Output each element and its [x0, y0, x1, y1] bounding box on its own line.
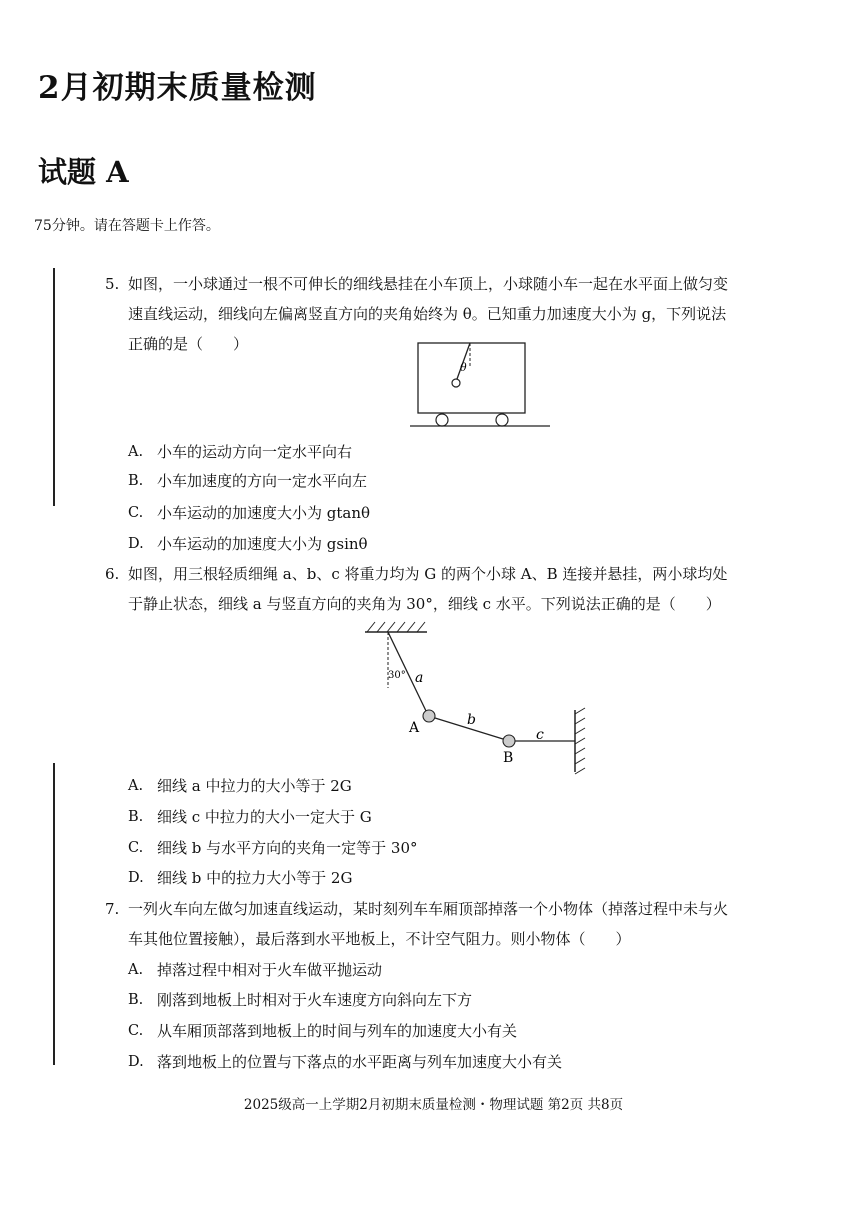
option-letter: C.: [128, 505, 144, 521]
question-stem-line: 如图，一小球通过一根不可伸长的细线悬挂在小车顶上，小球随小车一起在水平面上做匀变: [128, 275, 729, 293]
option-text: 小车运动的加速度大小为 gsinθ: [157, 535, 368, 553]
page-footer: 2025级高一上学期2月初期末质量检测・物理试题 第2页 共8页: [243, 1097, 624, 1113]
option-text: 刚落到地板上时相对于火车速度方向斜向左下方: [157, 991, 473, 1009]
option-text: 细线 a 中拉力的大小等于 2G: [157, 777, 352, 795]
option-letter: D.: [128, 870, 144, 886]
question-stem-line: 正确的是（ ）: [128, 335, 249, 353]
option-letter: B.: [128, 473, 144, 489]
angle-theta-label: θ: [460, 361, 467, 374]
cart-pendulum-figure: [410, 338, 555, 430]
string-b-label: b: [467, 712, 476, 728]
two-ball-string-figure: [355, 620, 590, 778]
question-stem-line: 如图，用三根轻质细绳 a、b、c 将重力均为 G 的两个小球 A、B 连接并悬挂，两小球均处: [128, 565, 728, 583]
question-stem-line: 一列火车向左做匀加速直线运动，某时刻列车车厢顶部掉落一个小物体（掉落过程中未与火: [128, 900, 729, 918]
option-text: 落到地板上的位置与下落点的水平距离与列车加速度大小有关: [157, 1053, 563, 1071]
option-text: 小车运动的加速度大小为 gtanθ: [157, 504, 371, 522]
string-a-label: a: [415, 670, 424, 686]
option-letter: A.: [128, 962, 144, 978]
question-stem-line: 于静止状态，细线 a 与竖直方向的夹角为 30°，细线 c 水平。下列说法正确的是（ ）: [128, 595, 721, 613]
exam-subtitle: 试题 A: [38, 155, 129, 189]
option-letter: C.: [128, 840, 144, 856]
question-stem-line: 速直线运动，细线向左偏离竖直方向的夹角始终为 θ。已知重力加速度大小为 g，下列说法: [128, 305, 727, 323]
question-stem-line: 车其他位置接触），最后落到水平地板上，不计空气阻力。则小物体（ ）: [128, 930, 631, 948]
option-text: 从车厢顶部落到地板上的时间与列车的加速度大小有关: [157, 1022, 518, 1040]
exam-title: 2月初期末质量检测: [38, 70, 317, 106]
option-text: 细线 b 与水平方向的夹角一定等于 30°: [157, 839, 418, 857]
question-number: 5.: [105, 275, 120, 293]
margin-line-bottom: [53, 763, 55, 1065]
angle-30-label: 30°: [388, 670, 406, 681]
exam-instructions: 75分钟。请在答题卡上作答。: [34, 218, 220, 234]
option-letter: D.: [128, 536, 144, 552]
question-number: 6.: [105, 565, 120, 583]
option-text: 细线 b 中的拉力大小等于 2G: [157, 869, 353, 887]
question-number: 7.: [105, 900, 120, 918]
option-letter: B.: [128, 992, 144, 1008]
margin-line-top: [53, 268, 55, 506]
string-c-label: c: [536, 727, 544, 743]
option-letter: A.: [128, 444, 144, 460]
option-text: 掉落过程中相对于火车做平抛运动: [157, 961, 383, 979]
option-text: 小车的运动方向一定水平向右: [157, 443, 353, 461]
option-letter: C.: [128, 1023, 144, 1039]
option-letter: D.: [128, 1054, 144, 1070]
option-letter: B.: [128, 809, 144, 825]
option-letter: A.: [128, 778, 144, 794]
ball-b-label: B: [503, 750, 514, 766]
option-text: 小车加速度的方向一定水平向左: [157, 472, 368, 490]
ball-a-label: A: [409, 720, 420, 736]
option-text: 细线 c 中拉力的大小一定大于 G: [157, 808, 372, 826]
